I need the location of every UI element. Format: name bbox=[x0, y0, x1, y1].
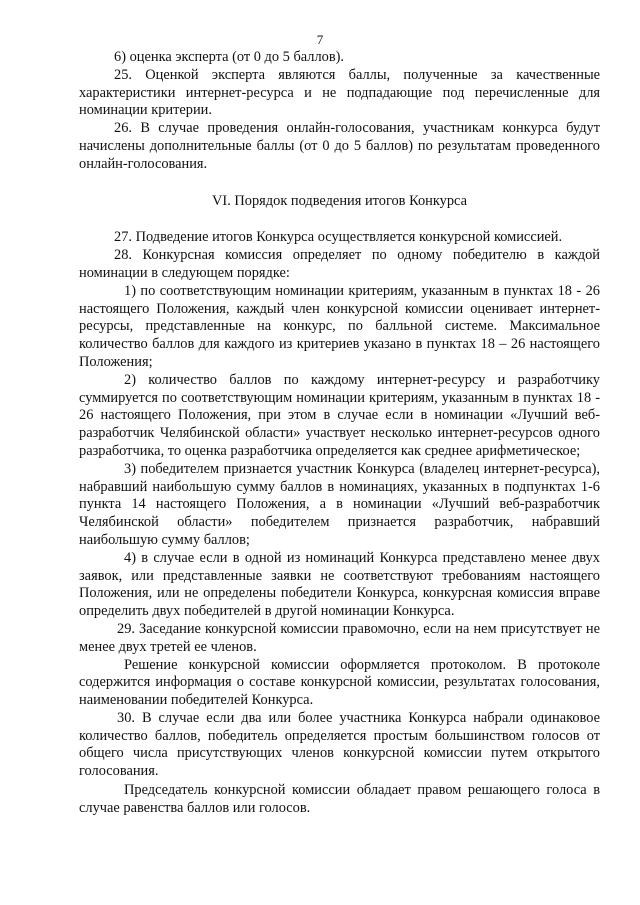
document-body bbox=[79, 49, 600, 818]
list-item-3: 3) победителем признается участник Конкурса (владелец интернет-ресурса), набравший наибольшую сумму баллов в номинациях, указанных в подпунктах 1-6 пункта 14 настоящего Положения, а в номинации «Лучший веб-разработчик Челябинской области» победителем признается разработчик, набравший наибольшую сумму баллов; bbox=[79, 460, 600, 548]
paragraph-29: 29. Заседание конкурсной комиссии правомочно, если на нем присутствует не менее двух третей ее членов. bbox=[79, 620, 600, 655]
paragraph-25: 25. Оценкой эксперта являются баллы, полученные за качественные характеристики интернет-ресурса и не подпадающие под перечисленные для номинации критерии. bbox=[79, 66, 600, 119]
paragraph-protocol: Решение конкурсной комиссии оформляется протоколом. В протоколе содержится информация о составе конкурсной комиссии, результатах голосования, наименовании победителей Конкурса. bbox=[79, 656, 600, 709]
paragraph-27: 27. Подведение итогов Конкурса осуществляется конкурсной комиссией. bbox=[114, 229, 563, 246]
page-number: 7 bbox=[316, 32, 324, 47]
paragraph-chairman: Председатель конкурсной комиссии обладает правом решающего голоса в случае равенства баллов или голосов. bbox=[79, 782, 600, 816]
paragraph-30: 30. В случае если два или более участника Конкурса набрали одинаковое количество баллов, победитель определяется простым большинством голосов от общего числа присутствующих членов конкурсной комиссии путем открытого голосования. bbox=[79, 709, 600, 780]
list-item-2: 2) количество баллов по каждому интернет-ресурсу и разработчику суммируется по соответствующим номинации критериям, указанным в пунктах 18 - 26 настоящего Положения, при этом в случае если в номинации «Лучший веб-разработчик Челябинской области» участвует несколько интернет-ресурсов одного разработчика, то оценка разработчика определяется как среднее арифметическое; bbox=[79, 371, 600, 459]
list-item-1: 1) по соответствующим номинации критериям, указанным в пунктах 18 - 26 настоящего Положения, каждый член конкурсной комиссии оценивает интернет-ресурсы, представленные на конкурс, по балльной системе. Максимальное количество баллов для каждого из критериев указано в пунктах 18 – 26 настоящего Положения; bbox=[79, 282, 600, 370]
paragraph-28: 28. Конкурсная комиссия определяет по одному победителю в каждой номинации в следующем порядке: bbox=[79, 247, 600, 281]
paragraph-26: 26. В случае проведения онлайн-голосования, участникам конкурса будут начислены дополнительные баллы (от 0 до 5 баллов) по результатам проведенного онлайн-голосования. bbox=[79, 120, 600, 172]
section-heading: VI. Порядок подведения итогов Конкурса bbox=[212, 192, 467, 209]
paragraph-item-6: 6) оценка эксперта (от 0 до 5 баллов). bbox=[114, 49, 345, 65]
list-item-4: 4) в случае если в одной из номинаций Конкурса представлено менее двух заявок, или представленные заявки не соответствуют требованиям настоящего Положения, или не определены победители Конкурса, конкурсная комиссия вправе определить двух победителей в другой номинации Конкурса. bbox=[79, 549, 600, 620]
